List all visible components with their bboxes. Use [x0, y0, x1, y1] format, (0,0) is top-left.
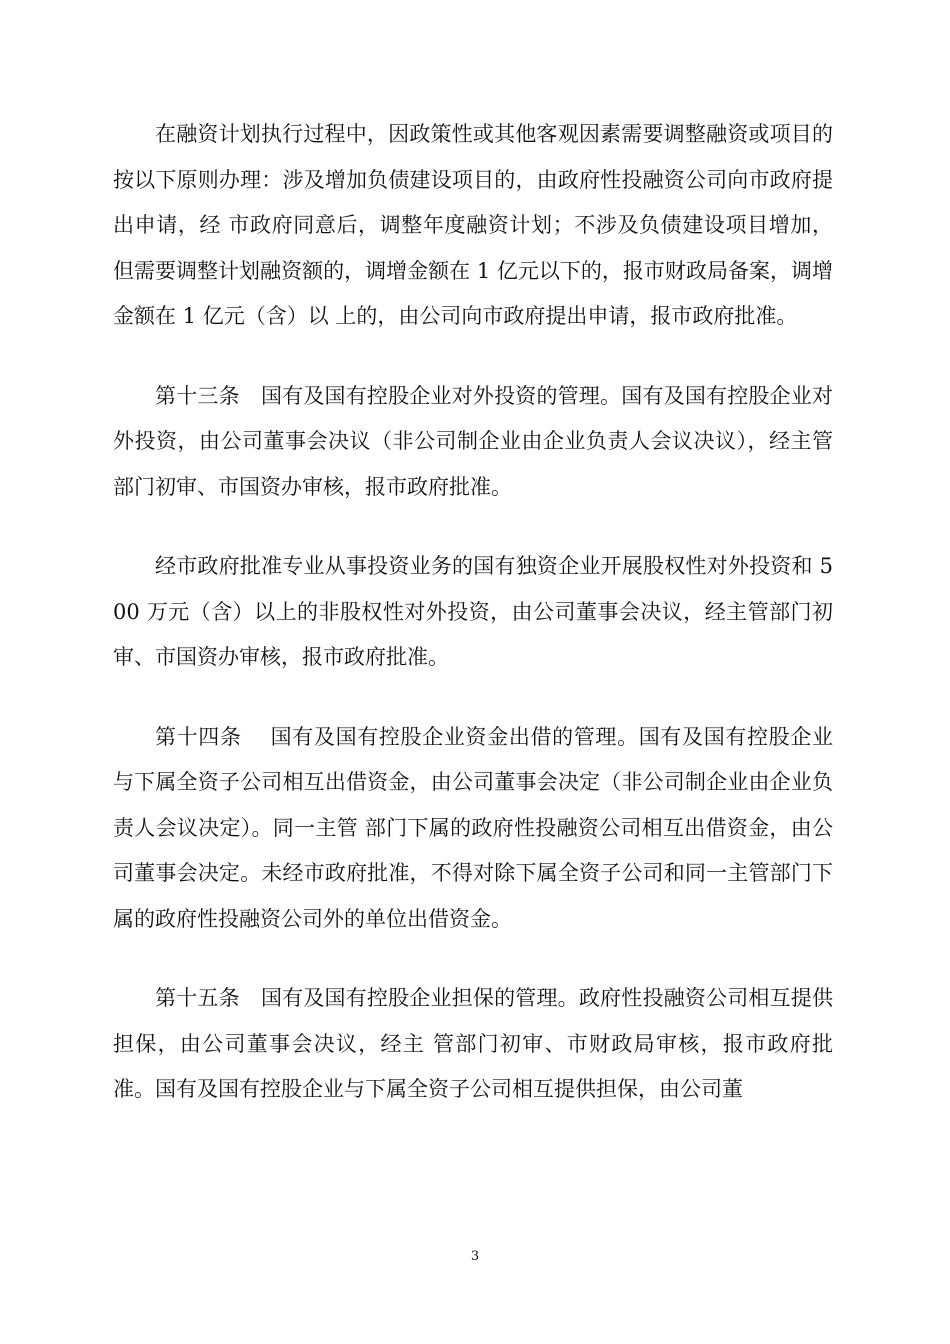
paragraph-article-15: 第十五条 国有及国有控股企业担保的管理。政府性投融资公司相互提供担保，由公司董事会决议，经主 管部门初审、市财政局审核，报市政府批准。国有及国有控股企业与下属全资子公司相互提供担保，由公司董	[113, 986, 833, 1101]
document-body	[113, 112, 833, 1147]
paragraph-article-14: 第十四条 国有及国有控股企业资金出借的管理。国有及国有控股企业与下属全资子公司相互出借资金，由公司董事会决定（非公司制企业由企业负责人会议决定）。同一主管 部门下属的政府性投融资公司相互出借资金，由公司董事会决定。未经市政府批准，不得对除下属全资子公司和同一主管部门下属的政府性投融资公司外的单位出借资金。	[113, 724, 833, 931]
paragraph-investment-company: 经市政府批准专业从事投资业务的国有独资企业开展股权性对外投资和 500 万元（含）以上的非股权性对外投资，由公司董事会决议，经主管部门初审、市国资办审核，报市政府批准。	[113, 554, 833, 669]
page-number: 3	[470, 1249, 480, 1264]
paragraph-financing-adjustment: 在融资计划执行过程中，因政策性或其他客观因素需要调整融资或项目的按以下原则办理：涉及增加负债建设项目的，由政府性投融资公司向市政府提出申请，经 市政府同意后，调整年度融资计划；不涉及负债建设项目增加，但需要调整计划融资额的，调增金额在 1 亿元以下的，报市财政局备案，调增金额在 1 亿元（含）以 上的，由公司向市政府提出申请，报市政府批准。	[113, 122, 833, 328]
paragraph-article-13: 第十三条 国有及国有控股企业对外投资的管理。国有及国有控股企业对外投资，由公司董事会决议（非公司制企业由企业负责人会议决议），经主管部门初审、市国资办审核，报市政府批准。	[113, 383, 833, 499]
